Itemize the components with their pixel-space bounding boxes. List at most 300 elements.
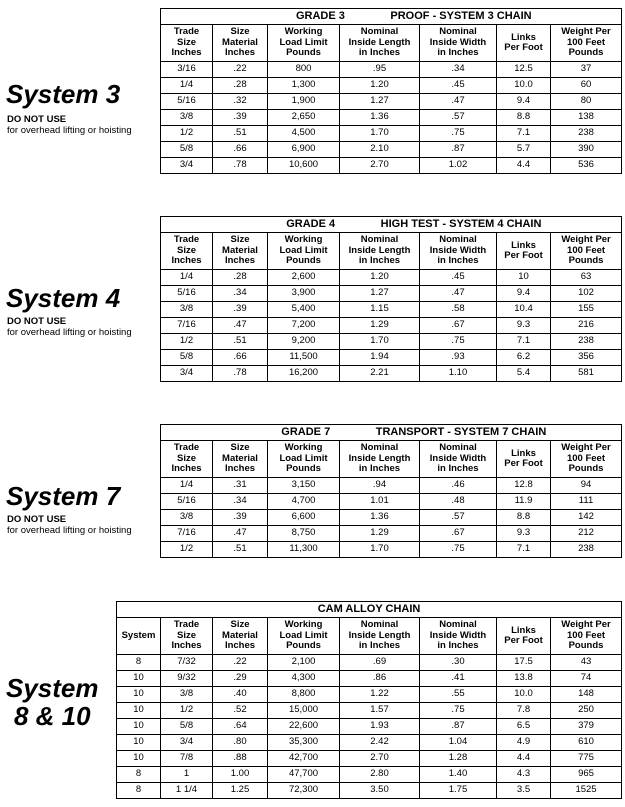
column-header-line: Pounds bbox=[568, 255, 604, 267]
system810-title-line1: System bbox=[6, 673, 99, 703]
table-cell: 10 bbox=[117, 703, 161, 719]
table-row bbox=[161, 78, 622, 94]
table-cell: .32 bbox=[213, 94, 268, 110]
column-header-line: Size bbox=[230, 26, 250, 38]
table-cell: 10 bbox=[117, 751, 161, 767]
table-cell: .95 bbox=[340, 62, 420, 78]
table-cell: 155 bbox=[551, 302, 622, 318]
table-cell: 6,600 bbox=[268, 510, 340, 526]
table-cell: 47,700 bbox=[268, 767, 340, 783]
table-row bbox=[161, 110, 622, 126]
system3-title: System 3 bbox=[6, 79, 121, 109]
table-cell: 8 bbox=[117, 783, 161, 799]
table-cell: 5/8 bbox=[161, 350, 213, 366]
table-cell: .45 bbox=[420, 270, 497, 286]
table-cell: 238 bbox=[551, 334, 622, 350]
system4-table bbox=[160, 216, 622, 382]
system4-note bbox=[7, 316, 132, 338]
table-row bbox=[161, 478, 622, 494]
table-cell: 1.70 bbox=[340, 542, 420, 558]
table-cell: .67 bbox=[420, 526, 497, 542]
column-header-line: Per Foot bbox=[504, 635, 543, 646]
column-header-line: Per Foot bbox=[504, 458, 543, 469]
table-cell: .39 bbox=[213, 110, 268, 126]
table-cell: .22 bbox=[213, 62, 268, 78]
table-cell: 10.0 bbox=[497, 687, 551, 703]
column-header bbox=[213, 233, 268, 270]
table-title bbox=[161, 9, 622, 25]
column-header bbox=[497, 25, 551, 62]
table-cell: 4.4 bbox=[497, 158, 551, 174]
table-cell: .66 bbox=[213, 350, 268, 366]
table-cell: 9/32 bbox=[161, 671, 213, 687]
table-cell: 17.5 bbox=[497, 655, 551, 671]
table-cell: 965 bbox=[551, 767, 622, 783]
system7-note bbox=[7, 514, 132, 536]
table-cell: 72,300 bbox=[268, 783, 340, 799]
table-cell: 7/8 bbox=[161, 751, 213, 767]
table-cell: 5/16 bbox=[161, 94, 213, 110]
table-cell: 5/16 bbox=[161, 286, 213, 302]
table-cell: .64 bbox=[213, 719, 268, 735]
table-cell: .40 bbox=[213, 687, 268, 703]
table-cell: 1.75 bbox=[420, 783, 497, 799]
chain-description: CAM ALLOY CHAIN bbox=[317, 603, 421, 616]
column-header bbox=[161, 618, 213, 655]
table-header-row bbox=[117, 618, 622, 655]
column-header-line: Size bbox=[176, 629, 196, 641]
table-cell: .87 bbox=[420, 719, 497, 735]
column-header-line: Inches bbox=[171, 255, 202, 267]
column-header-line: Size bbox=[230, 619, 250, 631]
table-cell: 9,200 bbox=[268, 334, 340, 350]
table-cell: .29 bbox=[213, 671, 268, 687]
table-cell: 1525 bbox=[551, 783, 622, 799]
table-cell: 1/4 bbox=[161, 270, 213, 286]
table-cell: 1.29 bbox=[340, 318, 420, 334]
column-header-line: in Inches bbox=[358, 640, 401, 652]
table-row bbox=[161, 494, 622, 510]
column-header-line: Per Foot bbox=[504, 250, 543, 261]
system7-title: System 7 bbox=[6, 481, 121, 511]
table-cell: 8.8 bbox=[497, 510, 551, 526]
column-header-line: 100 Feet bbox=[567, 629, 606, 641]
table-cell: .47 bbox=[213, 526, 268, 542]
column-header-line: Size bbox=[176, 36, 196, 48]
column-header-line: Size bbox=[230, 234, 250, 246]
table-cell: 3.5 bbox=[497, 783, 551, 799]
column-header-line: Inches bbox=[171, 47, 202, 59]
table-cell: 7/16 bbox=[161, 526, 213, 542]
table-row bbox=[117, 655, 622, 671]
system7-warning-detail: for overhead lifting or hoisting bbox=[7, 525, 132, 536]
table-cell: .31 bbox=[213, 478, 268, 494]
table-cell: .46 bbox=[420, 478, 497, 494]
table-cell: 250 bbox=[551, 703, 622, 719]
column-header bbox=[268, 25, 340, 62]
table-cell: .66 bbox=[213, 142, 268, 158]
column-header-line: Load Limit bbox=[279, 629, 328, 641]
table-cell: 10.4 bbox=[497, 302, 551, 318]
column-header-line: Working bbox=[284, 619, 323, 631]
table-cell: .87 bbox=[420, 142, 497, 158]
column-header-line: Inches bbox=[171, 640, 202, 652]
table-cell: .80 bbox=[213, 735, 268, 751]
table-cell: 216 bbox=[551, 318, 622, 334]
table-cell: 1.70 bbox=[340, 126, 420, 142]
table-cell: 610 bbox=[551, 735, 622, 751]
table-cell: 1.36 bbox=[340, 110, 420, 126]
column-header-line: Weight Per bbox=[561, 619, 611, 631]
table-cell: 1/2 bbox=[161, 703, 213, 719]
column-header bbox=[268, 618, 340, 655]
table-cell: 138 bbox=[551, 110, 622, 126]
column-header-line: in Inches bbox=[358, 463, 401, 475]
table-cell: 94 bbox=[551, 478, 622, 494]
table-cell: 11,300 bbox=[268, 542, 340, 558]
table-cell: 1.02 bbox=[420, 158, 497, 174]
column-header-line: Nominal bbox=[360, 442, 399, 454]
system7-warning: DO NOT USE bbox=[7, 514, 67, 525]
table-cell: 4.3 bbox=[497, 767, 551, 783]
table-cell: .55 bbox=[420, 687, 497, 703]
table-cell: 3,900 bbox=[268, 286, 340, 302]
column-header-line: in Inches bbox=[437, 255, 479, 267]
table-cell: 4,500 bbox=[268, 126, 340, 142]
table-cell: 1.15 bbox=[340, 302, 420, 318]
table-cell: 8,750 bbox=[268, 526, 340, 542]
table-cell: 10,600 bbox=[268, 158, 340, 174]
table-cell: 1/4 bbox=[161, 78, 213, 94]
table-cell: 142 bbox=[551, 510, 622, 526]
table-cell: 10 bbox=[117, 671, 161, 687]
table-cell: 37 bbox=[551, 62, 622, 78]
table-cell: .28 bbox=[213, 270, 268, 286]
table-cell: 1 bbox=[161, 767, 213, 783]
table-cell: 536 bbox=[551, 158, 622, 174]
table-cell: 7.1 bbox=[497, 126, 551, 142]
system810-table bbox=[116, 601, 622, 799]
column-header-line: Nominal bbox=[360, 234, 399, 246]
table-row bbox=[117, 767, 622, 783]
table-cell: 1.93 bbox=[340, 719, 420, 735]
system3-note bbox=[7, 114, 132, 136]
grade-label: GRADE 4 bbox=[286, 218, 336, 231]
table-cell: 63 bbox=[551, 270, 622, 286]
table-cell: 3/4 bbox=[161, 735, 213, 751]
table-cell: .78 bbox=[213, 158, 268, 174]
table-cell: 42,700 bbox=[268, 751, 340, 767]
table-row bbox=[117, 703, 622, 719]
table-cell: 1.00 bbox=[213, 767, 268, 783]
table-cell: 10.0 bbox=[497, 78, 551, 94]
column-header-line: Working bbox=[284, 234, 323, 246]
column-header-line: Inside Length bbox=[348, 244, 411, 256]
table-row bbox=[161, 318, 622, 334]
column-header-line: Pounds bbox=[286, 47, 321, 59]
table-row bbox=[161, 510, 622, 526]
column-header-line: Weight Per bbox=[561, 26, 611, 38]
column-header-line: Nominal bbox=[360, 26, 399, 38]
table-row bbox=[161, 526, 622, 542]
table-cell: 5.4 bbox=[497, 366, 551, 382]
table-title bbox=[161, 425, 622, 441]
table-cell: 3/16 bbox=[161, 62, 213, 78]
system810-title-line2: 8 & 10 bbox=[14, 701, 91, 731]
column-header-line: Nominal bbox=[360, 619, 399, 631]
table-cell: 1.04 bbox=[420, 735, 497, 751]
table-cell: .67 bbox=[420, 318, 497, 334]
table-cell: .39 bbox=[213, 510, 268, 526]
table-cell: .52 bbox=[213, 703, 268, 719]
table-row bbox=[161, 270, 622, 286]
table-row bbox=[161, 142, 622, 158]
column-header bbox=[420, 25, 497, 62]
table-cell: 9.4 bbox=[497, 94, 551, 110]
table-cell: 8 bbox=[117, 655, 161, 671]
column-header-line: Nominal bbox=[439, 26, 477, 38]
table-title-row bbox=[161, 425, 622, 441]
table-cell: 10 bbox=[497, 270, 551, 286]
column-header-line: Load Limit bbox=[279, 452, 328, 464]
table-cell: 5/16 bbox=[161, 494, 213, 510]
table-row bbox=[161, 286, 622, 302]
column-header-line: Inside Width bbox=[429, 629, 487, 641]
table-cell: 1.28 bbox=[420, 751, 497, 767]
column-header-line: Load Limit bbox=[279, 36, 328, 48]
table-cell: 2,650 bbox=[268, 110, 340, 126]
table-cell: 3/8 bbox=[161, 302, 213, 318]
column-header-line: Material bbox=[222, 629, 258, 641]
column-header-line: Pounds bbox=[568, 640, 604, 652]
table-cell: 1.20 bbox=[340, 78, 420, 94]
table-row bbox=[117, 783, 622, 799]
table-cell: 2.42 bbox=[340, 735, 420, 751]
column-header bbox=[213, 25, 268, 62]
table-cell: 2.10 bbox=[340, 142, 420, 158]
table-cell: .48 bbox=[420, 494, 497, 510]
table-cell: 12.5 bbox=[497, 62, 551, 78]
table-cell: 3/8 bbox=[161, 510, 213, 526]
table-cell: 2,600 bbox=[268, 270, 340, 286]
column-header-line: Weight Per bbox=[561, 442, 611, 454]
grade-label: GRADE 7 bbox=[281, 426, 331, 439]
column-header-line: Links bbox=[511, 239, 536, 251]
table-cell: 3/8 bbox=[161, 687, 213, 703]
table-cell: 11.9 bbox=[497, 494, 551, 510]
table-cell: 22,600 bbox=[268, 719, 340, 735]
column-header-line: Pounds bbox=[568, 463, 604, 475]
chain-description: HIGH TEST - SYSTEM 4 CHAIN bbox=[380, 218, 542, 231]
table-cell: 7.1 bbox=[497, 334, 551, 350]
table-cell: 6.2 bbox=[497, 350, 551, 366]
table-cell: .69 bbox=[340, 655, 420, 671]
table-cell: .58 bbox=[420, 302, 497, 318]
table-cell: 1.01 bbox=[340, 494, 420, 510]
table-cell: .34 bbox=[420, 62, 497, 78]
table-cell: .57 bbox=[420, 510, 497, 526]
column-header-line: Size bbox=[176, 452, 196, 464]
table-cell: 379 bbox=[551, 719, 622, 735]
table-cell: 5,400 bbox=[268, 302, 340, 318]
column-header-line: 100 Feet bbox=[566, 452, 606, 464]
table-cell: 8,800 bbox=[268, 687, 340, 703]
column-header-line: Nominal bbox=[439, 619, 477, 631]
column-header-line: Trade bbox=[173, 234, 200, 246]
table-cell: .78 bbox=[213, 366, 268, 382]
table-cell: 12.8 bbox=[497, 478, 551, 494]
column-header-line: Inside Length bbox=[348, 36, 411, 48]
column-header-line: System bbox=[121, 629, 156, 641]
table-cell: .51 bbox=[213, 126, 268, 142]
table-row bbox=[161, 366, 622, 382]
table-row bbox=[117, 751, 622, 767]
table-cell: .94 bbox=[340, 478, 420, 494]
table-cell: 1.25 bbox=[213, 783, 268, 799]
chain-description: TRANSPORT - SYSTEM 7 CHAIN bbox=[375, 426, 547, 439]
table-cell: 7.8 bbox=[497, 703, 551, 719]
column-header bbox=[497, 618, 551, 655]
column-header-line: Inches bbox=[224, 47, 256, 59]
column-header bbox=[551, 441, 622, 478]
column-header bbox=[161, 233, 213, 270]
table-cell: 2,100 bbox=[268, 655, 340, 671]
column-header-line: Per Foot bbox=[504, 42, 543, 53]
column-header-line: in Inches bbox=[358, 47, 401, 59]
column-header-line: Nominal bbox=[439, 442, 477, 454]
table-cell: 1,300 bbox=[268, 78, 340, 94]
table-cell: .75 bbox=[420, 703, 497, 719]
table-cell: 3/4 bbox=[161, 158, 213, 174]
table-cell: 4,700 bbox=[268, 494, 340, 510]
table-title bbox=[161, 217, 622, 233]
table-title-row bbox=[117, 602, 622, 618]
table-cell: 74 bbox=[551, 671, 622, 687]
table-cell: 581 bbox=[551, 366, 622, 382]
table-cell: 1.40 bbox=[420, 767, 497, 783]
system810-title bbox=[6, 674, 99, 730]
table-cell: 1.27 bbox=[340, 286, 420, 302]
table-cell: 775 bbox=[551, 751, 622, 767]
table-header-row bbox=[161, 25, 622, 62]
table-cell: 9.3 bbox=[497, 526, 551, 542]
column-header-line: Inside Length bbox=[348, 629, 411, 641]
table-cell: 7,200 bbox=[268, 318, 340, 334]
table-cell: 9.3 bbox=[497, 318, 551, 334]
column-header-line: Links bbox=[511, 31, 536, 43]
table-cell: .22 bbox=[213, 655, 268, 671]
table-cell: 390 bbox=[551, 142, 622, 158]
table-cell: 10 bbox=[117, 719, 161, 735]
column-header bbox=[213, 441, 268, 478]
column-header bbox=[340, 441, 420, 478]
column-header-line: in Inches bbox=[437, 463, 479, 475]
table-cell: .28 bbox=[213, 78, 268, 94]
column-header-line: Material bbox=[222, 244, 258, 256]
system4-warning-detail: for overhead lifting or hoisting bbox=[7, 327, 132, 338]
table-cell: 10 bbox=[117, 735, 161, 751]
column-header-line: Load Limit bbox=[279, 244, 328, 256]
table-cell: 8 bbox=[117, 767, 161, 783]
table-cell: 16,200 bbox=[268, 366, 340, 382]
table-cell: 6.5 bbox=[497, 719, 551, 735]
table-row bbox=[117, 719, 622, 735]
table-cell: 43 bbox=[551, 655, 622, 671]
table-cell: .47 bbox=[420, 94, 497, 110]
table-cell: 1/4 bbox=[161, 478, 213, 494]
column-header bbox=[161, 25, 213, 62]
table-cell: 212 bbox=[551, 526, 622, 542]
column-header bbox=[420, 233, 497, 270]
column-header bbox=[497, 441, 551, 478]
table-cell: 8.8 bbox=[497, 110, 551, 126]
column-header-line: Trade bbox=[173, 442, 200, 454]
table-cell: .51 bbox=[213, 334, 268, 350]
column-header-line: Inches bbox=[224, 255, 256, 267]
column-header-line: Links bbox=[511, 447, 536, 459]
column-header-line: Size bbox=[176, 244, 196, 256]
table-cell: 15,000 bbox=[268, 703, 340, 719]
table-cell: 3/8 bbox=[161, 110, 213, 126]
table-row bbox=[117, 735, 622, 751]
table-cell: .30 bbox=[420, 655, 497, 671]
system4-warning: DO NOT USE bbox=[7, 316, 67, 327]
column-header bbox=[117, 618, 161, 655]
system4-title: System 4 bbox=[6, 283, 121, 313]
table-cell: 1.10 bbox=[420, 366, 497, 382]
column-header-line: Working bbox=[284, 26, 323, 38]
table-cell: 1/2 bbox=[161, 126, 213, 142]
table-cell: .75 bbox=[420, 126, 497, 142]
column-header bbox=[340, 25, 420, 62]
column-header-line: 100 Feet bbox=[567, 244, 606, 256]
table-cell: 356 bbox=[551, 350, 622, 366]
table-cell: 1.57 bbox=[340, 703, 420, 719]
table-cell: .45 bbox=[420, 78, 497, 94]
table-cell: .47 bbox=[213, 318, 268, 334]
system7-table bbox=[160, 424, 622, 558]
table-row bbox=[161, 350, 622, 366]
column-header bbox=[268, 233, 340, 270]
column-header bbox=[420, 441, 497, 478]
table-cell: 3,150 bbox=[268, 478, 340, 494]
grade-label: GRADE 3 bbox=[295, 10, 345, 23]
table-cell: 111 bbox=[551, 494, 622, 510]
column-header-line: Pounds bbox=[568, 47, 604, 59]
table-row bbox=[161, 158, 622, 174]
table-cell: 3.50 bbox=[340, 783, 420, 799]
table-row bbox=[161, 94, 622, 110]
table-cell: .88 bbox=[213, 751, 268, 767]
table-row bbox=[117, 671, 622, 687]
table-cell: .57 bbox=[420, 110, 497, 126]
column-header-line: Trade bbox=[173, 26, 200, 38]
column-header bbox=[497, 233, 551, 270]
table-cell: 9.4 bbox=[497, 286, 551, 302]
column-header-line: in Inches bbox=[358, 255, 401, 267]
table-header-row bbox=[161, 441, 622, 478]
table-header-row bbox=[161, 233, 622, 270]
table-cell: 1.94 bbox=[340, 350, 420, 366]
table-title-row bbox=[161, 217, 622, 233]
table-cell: 238 bbox=[551, 126, 622, 142]
column-header-line: Inches bbox=[224, 463, 256, 475]
table-cell: .75 bbox=[420, 542, 497, 558]
table-cell: 238 bbox=[551, 542, 622, 558]
table-cell: 7.1 bbox=[497, 542, 551, 558]
table-cell: 800 bbox=[268, 62, 340, 78]
column-header-line: Inches bbox=[224, 640, 256, 652]
